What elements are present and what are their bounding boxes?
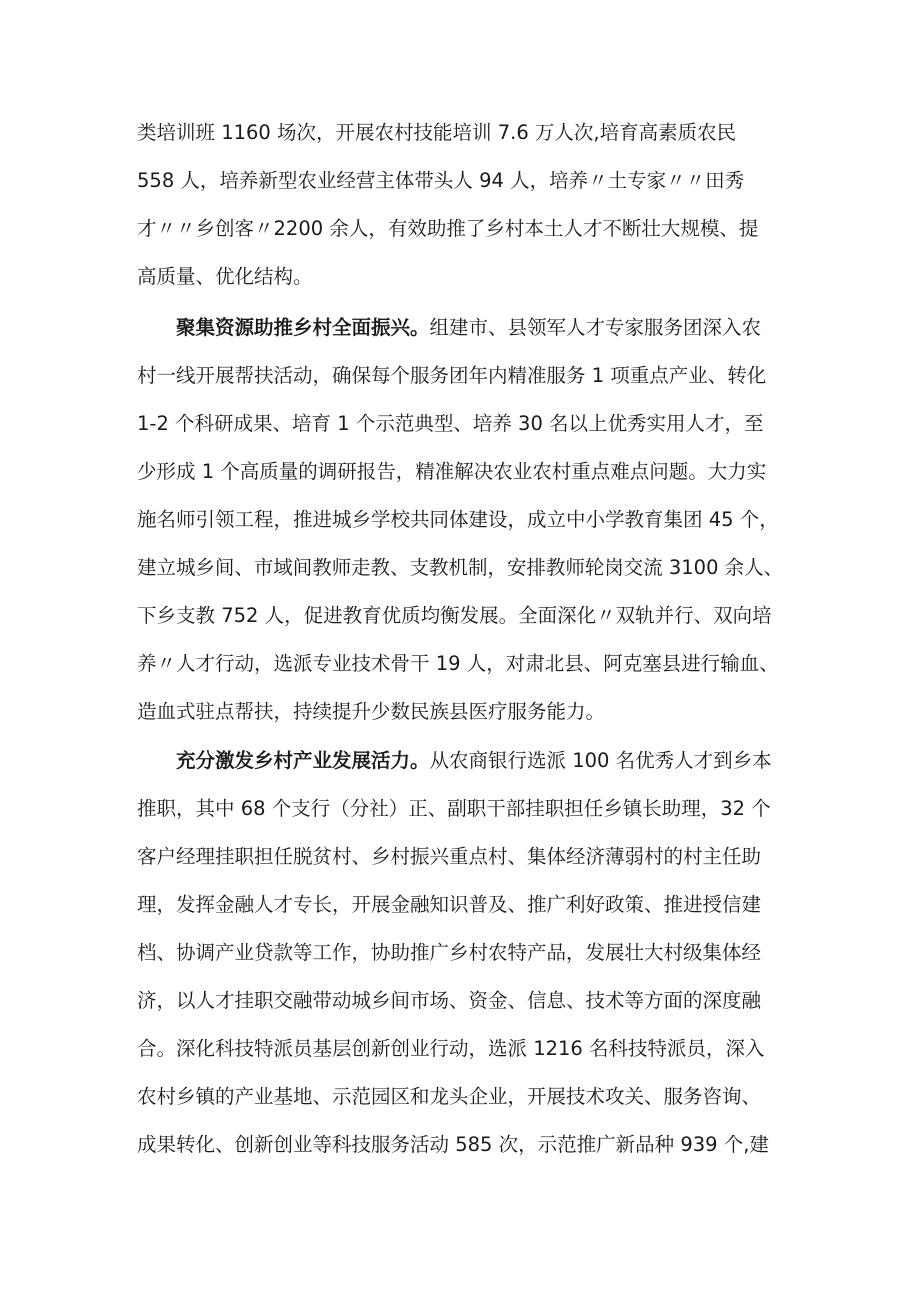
- paragraph-heading: 充分激发乡村产业发展活力。: [176, 749, 430, 772]
- paragraph-line: 造血式驻点帮扶，持续提升少数民族县医疗服务能力。: [137, 700, 606, 723]
- paragraph-line: 成果转化、创新创业等科技服务活动 585 次，示范推广新品种 939 个,建: [137, 1133, 769, 1156]
- paragraph-line: 档、协调产业贷款等工作，协助推广乡村农特产品，发展壮大村级集体经: [137, 941, 762, 964]
- paragraph-line: 合。深化科技特派员基层创新创业行动，选派 1216 名科技特派员，深入: [137, 1037, 765, 1060]
- paragraph-line: 客户经理挂职担任脱贫村、乡村振兴重点村、集体经济薄弱村的村主任助: [137, 845, 762, 868]
- paragraph-line: 施名师引领工程，推进城乡学校共同体建设，成立中小学教育集团 45 个，: [137, 508, 779, 531]
- paragraph-first-line: [176, 746, 772, 776]
- paragraph-line: 农村乡镇的产业基地、示范园区和龙头企业，开展技术攻关、服务咨询、: [137, 1085, 762, 1108]
- paragraph-line: 少形成 1 个高质量的调研报告，精准解决农业农村重点难点问题。大力实: [137, 460, 767, 483]
- paragraph-line: 理，发挥金融人才专长，开展金融知识普及、推广利好政策、推进授信建: [137, 893, 762, 916]
- paragraph-line: 1-2 个科研成果、培育 1 个示范典型、培养 30 名以上优秀实用人才，至: [137, 412, 764, 435]
- paragraph-line: 建立城乡间、市域间教师走教、支教机制，安排教师轮岗交流 3100 余人、: [137, 556, 784, 579]
- paragraph-line: 济，以人才挂职交融带动城乡间市场、资金、信息、技术等方面的深度融: [137, 989, 762, 1012]
- paragraph-line: 高质量、优化结构。: [137, 265, 313, 288]
- paragraph-line: 村一线开展帮扶活动，确保每个服务团年内精准服务 1 项重点产业、转化: [137, 364, 767, 387]
- paragraph-heading: 聚集资源助推乡村全面振兴。: [176, 316, 430, 339]
- paragraph-text: 组建市、县领军人才专家服务团深入农: [429, 316, 762, 339]
- paragraph-line: 下乡支教 752 人，促进教育优质均衡发展。全面深化〃双轨并行、双向培: [137, 604, 772, 627]
- paragraph-line: 558 人，培养新型农业经营主体带头人 94 人，培养〃土专家〃〃田秀: [137, 169, 745, 192]
- paragraph-first-line: [176, 313, 761, 343]
- paragraph-line: 才〃〃乡创客〃2200 余人，有效助推了乡村本土人才不断壮大规模、提: [137, 217, 759, 240]
- paragraph-line: 类培训班 1160 场次，开展农村技能培训 7.6 万人次,培育高素质农民: [137, 121, 737, 144]
- paragraph-text: 从农商银行选派 100 名优秀人才到乡本: [429, 749, 772, 772]
- paragraph-line: 养〃人才行动，选派专业技术骨干 19 人，对肃北县、阿克塞县进行输血、: [137, 652, 779, 675]
- paragraph-line: 推职，其中 68 个支行（分社）正、副职干部挂职担任乡镇长助理，32 个: [137, 797, 771, 820]
